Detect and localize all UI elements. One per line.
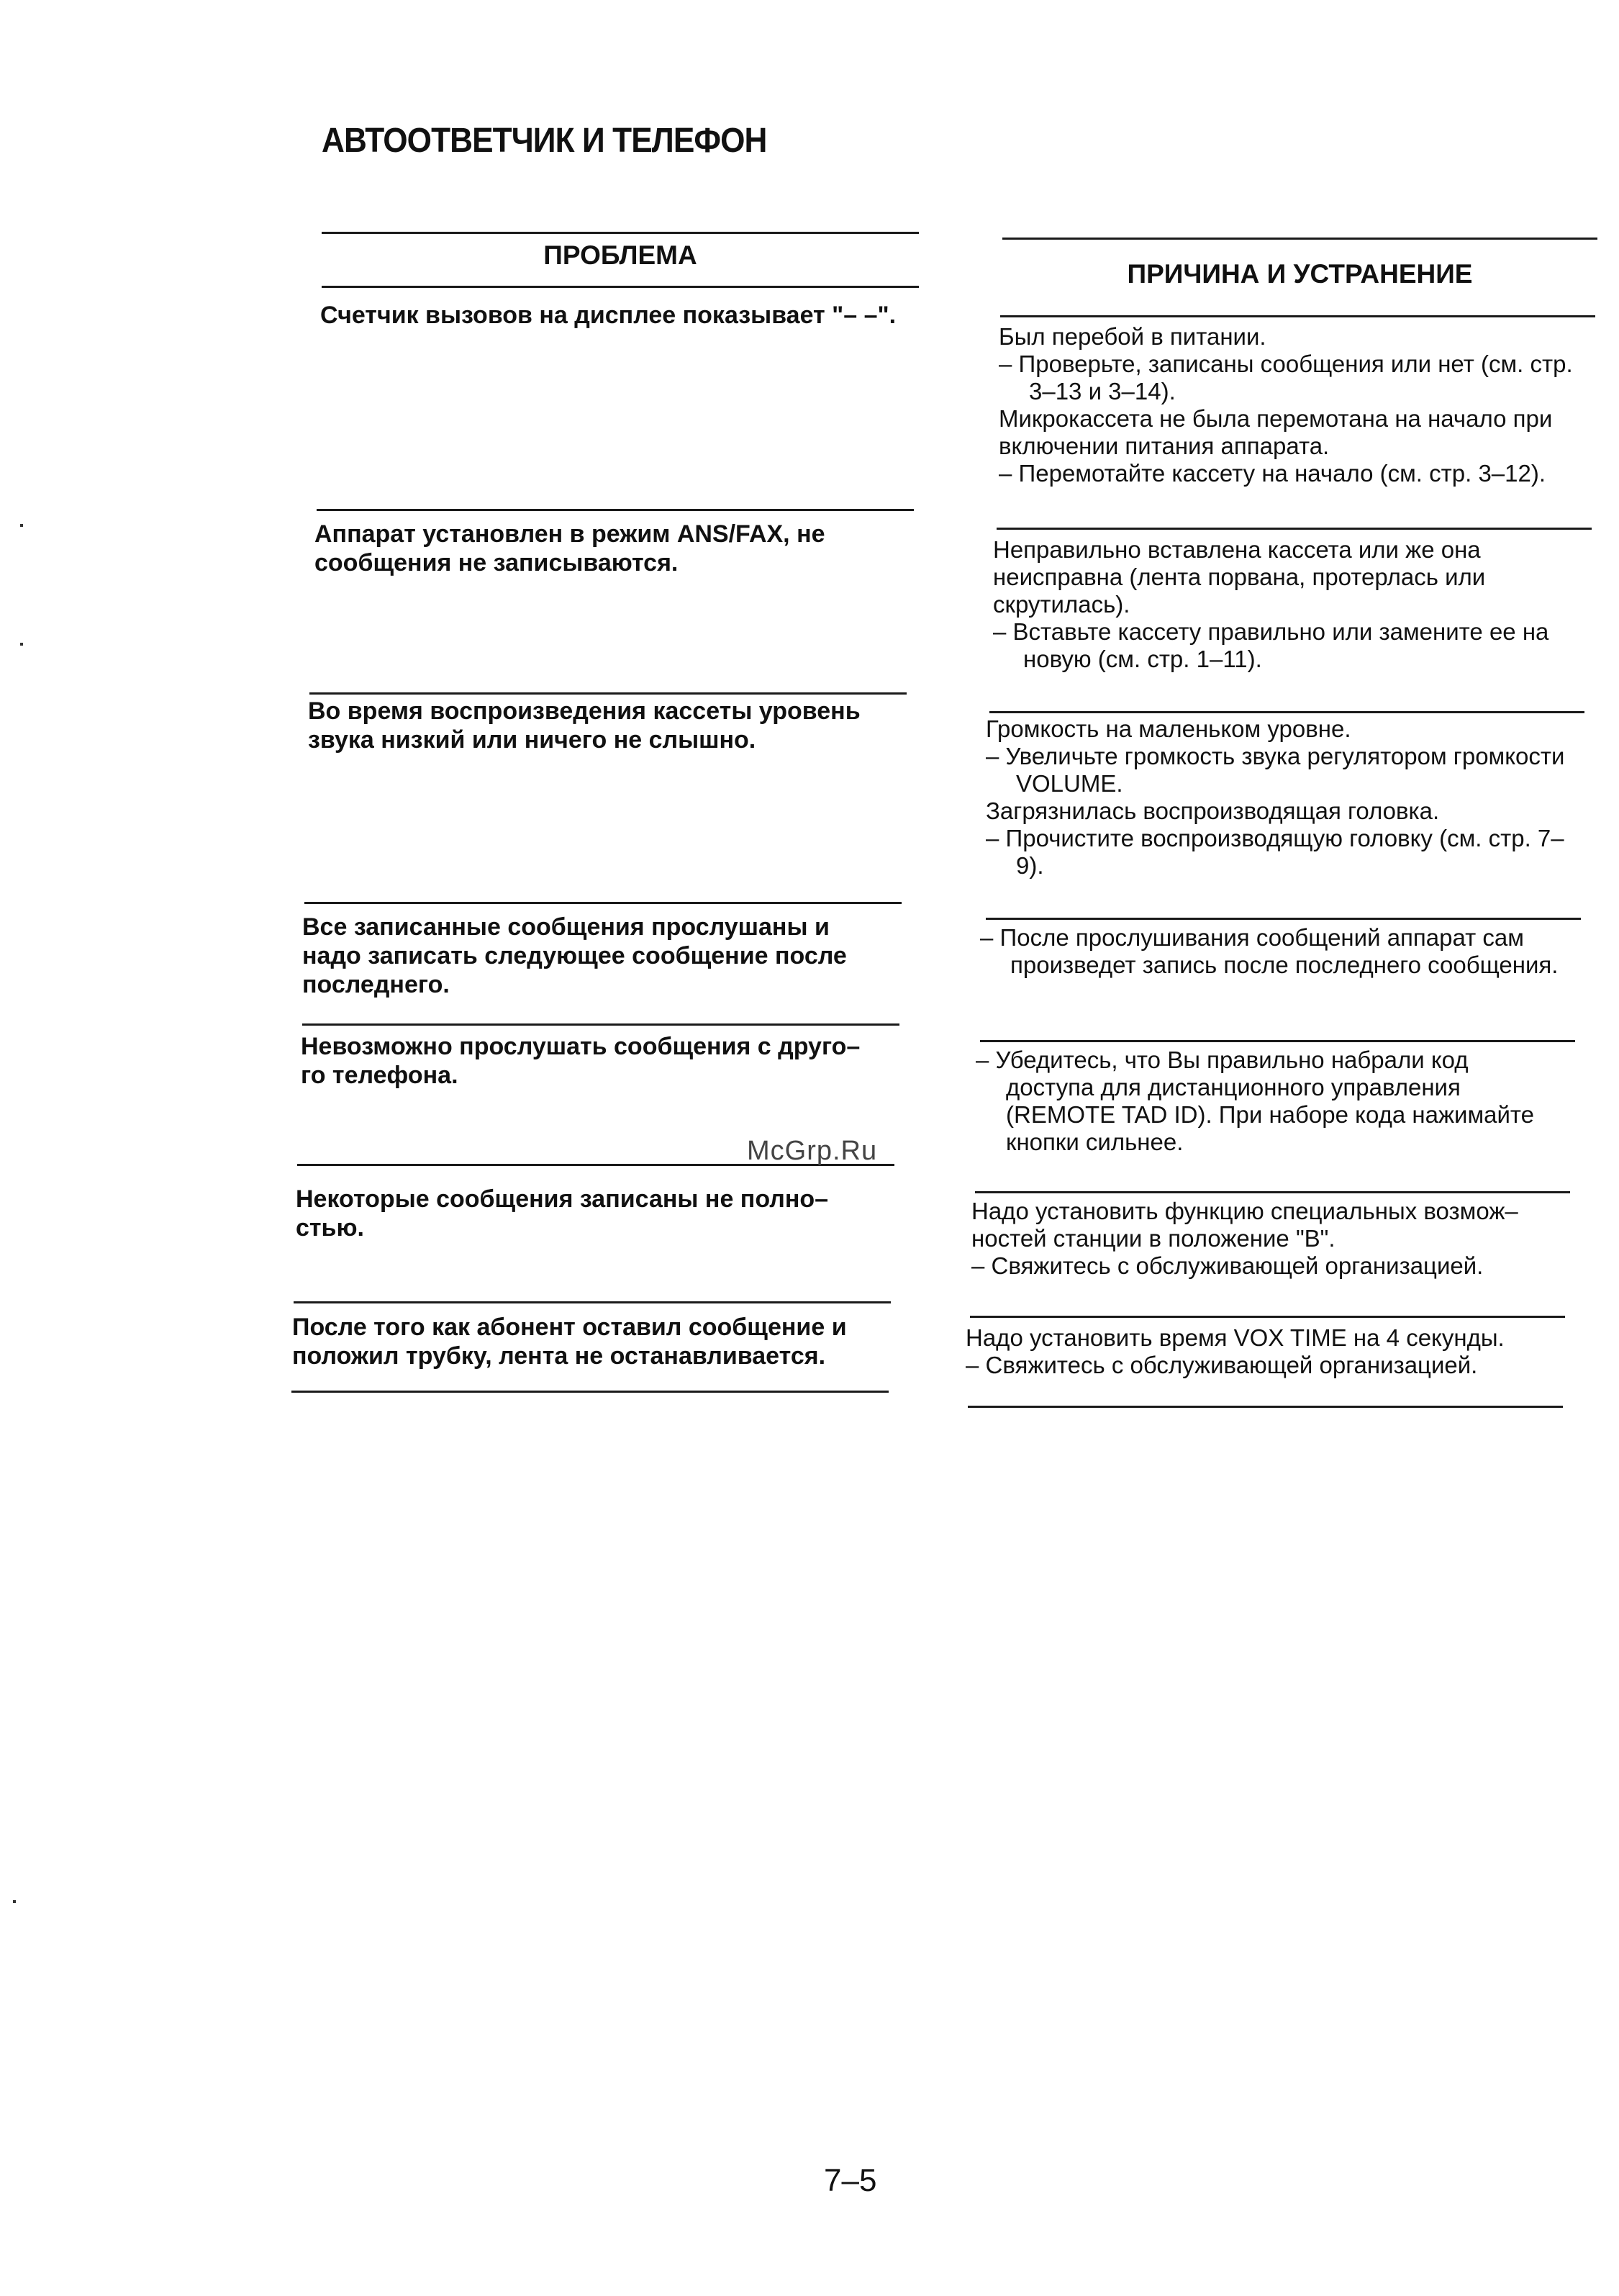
scan-speck [13,1900,16,1903]
solution-line: Микрокассета не была перемотана на начало при включении питания аппарата. [999,405,1553,459]
rule-right-bottom [968,1406,1563,1408]
problem-text: Все записанные сообщения прослушаны и надо записать следующее сообщение после последнего. [302,913,847,998]
page-title: АВТООТВЕТЧИК И ТЕЛЕФОН [322,122,767,160]
problem-text: Некоторые сообщения записаны не полно– стью. [296,1185,829,1242]
solution-line: – Увеличьте громкость звука регулятором громкости VOLUME. [986,743,1565,797]
problem-text: Аппарат установлен в режим ANS/FAX, не сообщения не записываются. [314,520,825,577]
rule-left-row-4 [304,902,902,904]
solution-text [993,536,1576,673]
rule-right-top [1002,238,1597,240]
solution-line: – Свяжитесь с обслуживающей организацией. [966,1352,1478,1378]
rule-left-bottom [291,1391,889,1393]
solution-text [999,323,1582,487]
rule-right-row-2 [997,528,1592,530]
solution-line: – Свяжитесь с обслуживающей организацией. [971,1252,1484,1279]
rule-left-row-2 [317,509,914,511]
problem-text: После того как абонент оставил сообщение и положил трубку, лента не останавливается. [292,1314,847,1370]
rule-left-header [322,286,919,288]
solution-line: Громкость на маленьком уровне. [986,715,1351,742]
problem-text: Счетчик вызовов на дисплее показывает "– –". [320,302,897,329]
scan-speck [20,643,23,646]
solution-column-header: ПРИЧИНА И УСТРАНЕНИЕ [1127,259,1473,289]
scan-speck [20,524,23,527]
watermark-text: McGrp.Ru [747,1136,878,1166]
problem-text: Во время воспроизведения кассеты уровень звука низкий или ничего не слышно. [308,697,861,754]
rule-right-header [1000,315,1595,317]
solution-line: Надо установить функцию специальных возмож–ностей станции в положение "B". [971,1198,1518,1252]
solution-line: – После прослушивания сообщений аппарат сам произведет запись после последнего сообщения. [980,924,1559,978]
rule-left-row-5 [302,1023,899,1026]
solution-line: Был перебой в питании. [999,323,1266,350]
rule-right-row-4 [986,918,1581,920]
solution-line: Загрязнилась воспроизводящая головка. [986,797,1440,824]
problem-column-header: ПРОБЛЕМА [543,240,697,270]
solution-text [971,1198,1554,1280]
problem-text: Невозможно прослушать сообщения с друго– го телефона. [301,1033,861,1089]
solution-line: Надо установить время VOX TIME на 4 секунды. [966,1324,1505,1351]
solution-line: – Проверьте, записаны сообщения или нет (см. стр. 3–13 и 3–14). [999,351,1573,404]
solution-line: Неправильно вставлена кассета или же она неисправна (лента порвана, протерлась или скрутилась). [993,536,1486,618]
solution-line: – Прочистите воспроизводящую головку (см. стр. 7–9). [986,825,1564,879]
page-number: 7–5 [824,2163,877,2198]
rule-right-row-3 [989,711,1584,713]
solution-text [976,1047,1559,1156]
solution-line: – Вставьте кассету правильно или замените ее на новую (см. стр. 1–11). [993,618,1549,672]
rule-right-row-5 [980,1040,1575,1042]
rule-left-row-7 [294,1301,891,1303]
solution-text [966,1324,1563,1379]
rule-left-top [322,232,919,234]
rule-right-row-7 [970,1316,1565,1318]
solution-line: – Перемотайте кассету на начало (см. стр. 3–12). [999,460,1546,487]
rule-right-row-6 [975,1191,1570,1193]
solution-text [986,715,1569,880]
rule-left-row-3 [309,692,907,695]
solution-line: – Убедитесь, что Вы правильно набрали код доступа для дистанционного управления (REMOTE TAD ID). При наборе кода нажимайте кнопки сильнее. [976,1047,1535,1155]
solution-text [980,924,1584,979]
